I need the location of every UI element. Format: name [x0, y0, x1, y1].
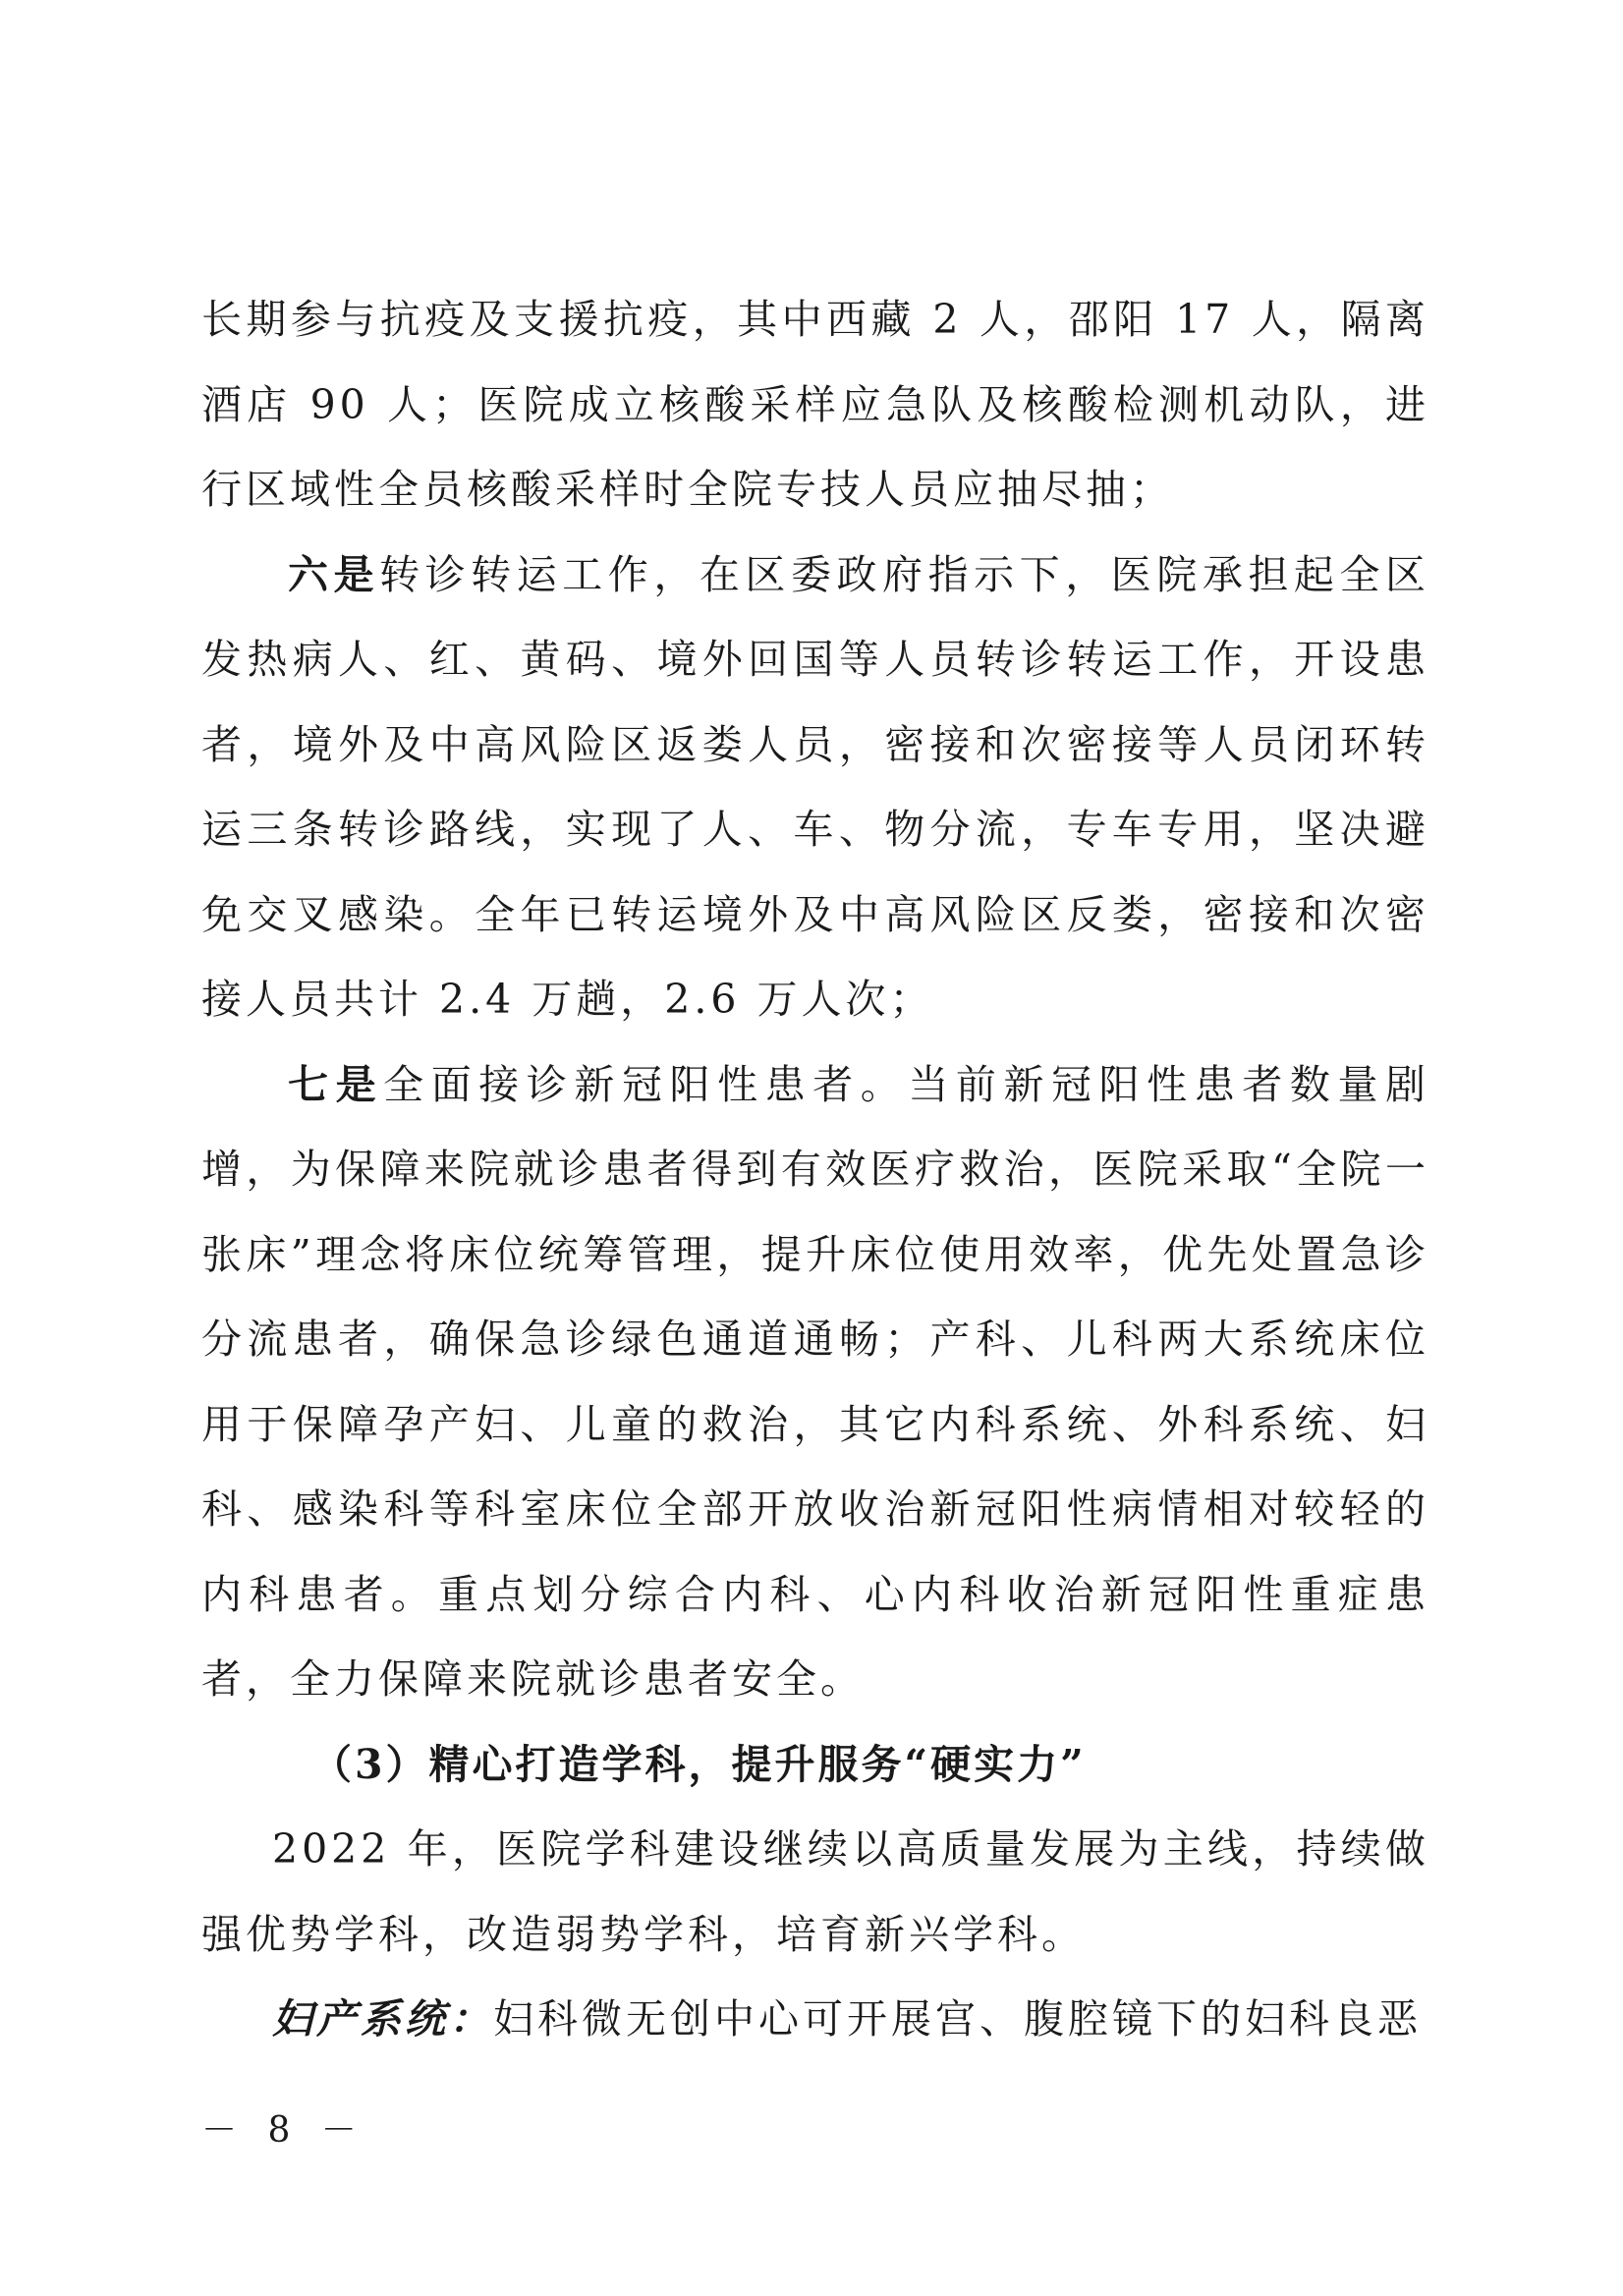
paragraph-text: 2022 年，医院学科建设继续以高质量发展为主线，持续做强优势学科，改造弱势学科，培育新兴学科。 — [201, 1825, 1429, 1958]
page-number: － 8 － — [201, 2110, 366, 2151]
document-body — [201, 277, 1429, 2062]
paragraph-anti-epidemic-support — [201, 277, 1429, 532]
paragraph-discipline-building — [201, 1807, 1429, 1977]
paragraph-text: 全面接诊新冠阳性患者。当前新冠阳性患者数量剧增，为保障来院就诊患者得到有效医疗救治，医院采取“全院一张床”理念将床位统筹管理，提升床位使用效率，优先处置急诊分流患者，确保急诊绿色通道通畅；产科、儿科两大系统床位用于保障孕产妇、儿童的救治，其它内科系统、外科系统、妇科、感染科等科室床位全部开放收治新冠阳性病情相对较轻的内科患者。重点划分综合内科、心内科收治新冠阳性重症患者，全力保障来院就诊患者安全。 — [201, 1060, 1430, 1703]
paragraph-text: 转诊转运工作，在区委政府指示下，医院承担起全区发热病人、红、黄码、境外回国等人员转诊转运工作，开设患者，境外及中高风险区返娄人员，密接和次密接等人员闭环转运三条转诊路线，实现了人、车、物分流，专车专用，坚决避免交叉感染。全年已转运境外及中高风险区反娄，密接和次密接人员共计 2.4 万趟，2.6 万人次； — [201, 550, 1430, 1023]
paragraph-obstetrics — [201, 1977, 1429, 2062]
paragraph-lead: 六是 — [288, 550, 380, 598]
paragraph-covid-patients — [201, 1042, 1429, 1722]
paragraph-text: 长期参与抗疫及支援抗疫，其中西藏 2 人，邵阳 17 人，隔离酒店 90 人；医院成立核酸采样应急队及核酸检测机动队，进行区域性全员核酸采样时全院专技人员应抽尽抽； — [201, 296, 1429, 513]
section-heading: （3）精心打造学科，提升服务“硬实力” — [311, 1740, 1087, 1788]
paragraph-text: 妇科微无创中心可开展宫、腹腔镜下的妇科良恶 — [493, 1995, 1422, 2043]
paragraph-lead: 七是 — [288, 1060, 384, 1108]
paragraph-lead: 妇产系统： — [272, 1995, 493, 2043]
paragraph-transfer-work — [201, 532, 1429, 1042]
